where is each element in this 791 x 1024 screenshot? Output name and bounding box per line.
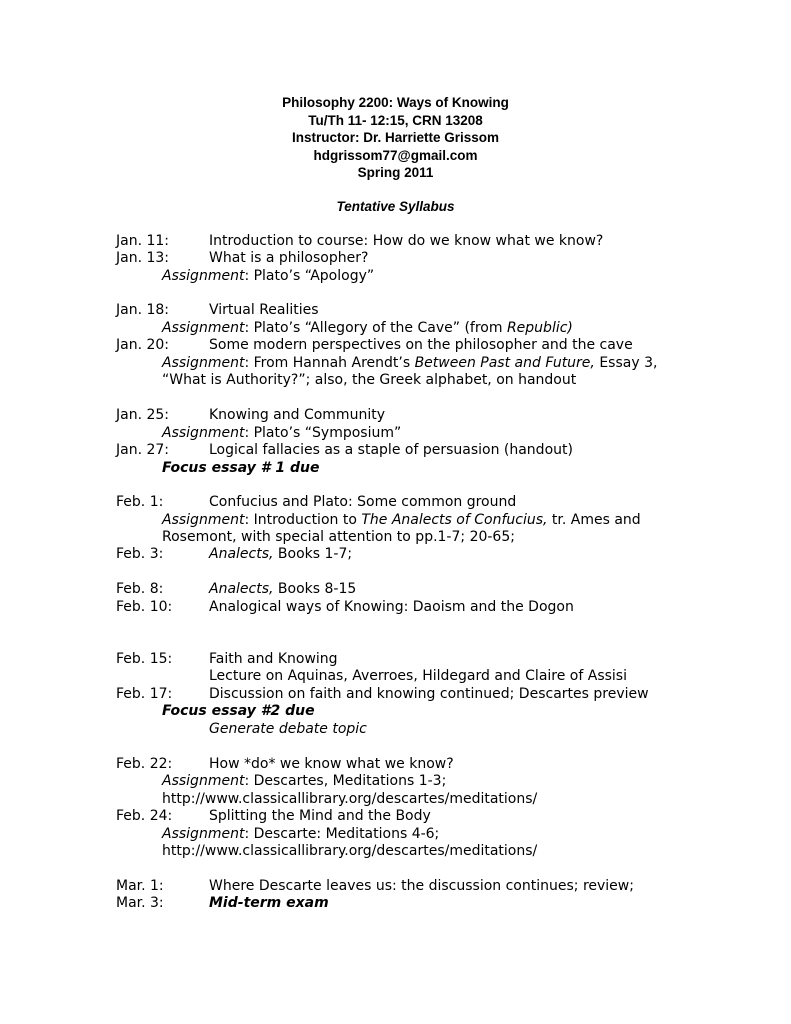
assignment-text: : Introduction to	[244, 512, 362, 528]
date-label: Feb. 22:	[116, 756, 173, 772]
date-label: Jan. 27:	[116, 442, 170, 458]
date-label: Mar. 3:	[116, 895, 164, 911]
topic: Some modern perspectives on the philosopher and the cave	[209, 337, 633, 353]
assignment-label: Assignment	[162, 826, 245, 842]
assignment-text: : Descarte: Meditations 4-6;	[244, 826, 440, 842]
assignment-label: Assignment	[162, 355, 245, 371]
topic: Logical fallacies as a staple of persuasion (handout)	[209, 442, 573, 458]
topic: Virtual Realities	[209, 302, 319, 318]
date-label: Jan. 18:	[116, 302, 170, 318]
assignment-text: : Plato’s “Symposium”	[244, 425, 402, 441]
topic: Discussion on faith and knowing continued; Descartes preview	[209, 686, 649, 702]
syllabus-subtitle: Tentative Syllabus	[336, 199, 455, 214]
date-label: Feb. 24:	[116, 808, 173, 824]
assignment-italic: The Analects of Confucius,	[361, 512, 548, 528]
reading-url: http://www.classicallibrary.org/descartes/meditations/	[162, 843, 538, 859]
date-label: Jan. 13:	[116, 250, 170, 266]
extra-note: Generate debate topic	[209, 721, 367, 737]
course-title: Philosophy 2200: Ways of Knowing	[282, 95, 509, 110]
assignment-label: Assignment	[162, 773, 245, 789]
date-label: Feb. 10:	[116, 599, 173, 615]
exam-notice: Mid-term exam	[209, 895, 329, 911]
date-label: Feb. 8:	[116, 581, 164, 597]
topic: What is a philosopher?	[209, 250, 369, 266]
topic-italic: Analects,	[209, 581, 274, 597]
assignment-continuation: Rosemont, with special attention to pp.1-7; 20-65;	[162, 529, 515, 545]
assignment-label: Assignment	[162, 512, 245, 528]
topic: Analogical ways of Knowing: Daoism and the Dogon	[209, 599, 574, 615]
topic: How *do* we know what we know?	[209, 756, 454, 772]
date-label: Mar. 1:	[116, 878, 164, 894]
assignment-text: : Descartes, Meditations 1-3;	[244, 773, 447, 789]
date-label: Feb. 17:	[116, 686, 173, 702]
topic: Confucius and Plato: Some common ground	[209, 494, 517, 510]
topic: Introduction to course: How do we know what we know?	[209, 233, 604, 249]
assignment-text-2: Essay 3,	[594, 355, 658, 371]
topic: Faith and Knowing	[209, 651, 338, 667]
course-schedule: Tu/Th 11- 12:15, CRN 13208	[308, 112, 483, 128]
date-label: Jan. 25:	[116, 407, 170, 423]
due-notice: Focus essay # 1 due	[162, 460, 320, 476]
assignment-italic: Republic)	[506, 320, 573, 336]
topic: Where Descarte leaves us: the discussion continues; review;	[209, 878, 634, 894]
assignment-label: Assignment	[162, 425, 245, 441]
term: Spring 2011	[357, 165, 434, 180]
topic: Books 8-15	[273, 581, 357, 597]
instructor-email: hdgrissom77@gmail.com	[313, 147, 478, 163]
assignment-italic: Between Past and Future,	[414, 355, 595, 371]
date-label: Feb. 3:	[116, 546, 164, 562]
assignment-text: : From Hannah Arendt’s	[244, 355, 415, 371]
date-label: Jan. 11:	[116, 233, 170, 249]
reading-url: http://www.classicallibrary.org/descartes/meditations/	[162, 791, 538, 807]
assignment-continuation: “What is Authority?”; also, the Greek alphabet, on handout	[162, 372, 577, 388]
assignment-text-2: tr. Ames and	[547, 512, 641, 528]
topic: Knowing and Community	[209, 407, 385, 423]
topic-italic: Analects,	[209, 546, 274, 562]
topic: Books 1-7;	[273, 546, 353, 562]
assignment-text: : Plato’s “Allegory of the Cave” (from	[244, 320, 507, 336]
topic-continuation: Lecture on Aquinas, Averroes, Hildegard and Claire of Assisi	[209, 668, 627, 684]
syllabus-header	[0, 94, 791, 182]
assignment-label: Assignment	[162, 268, 245, 284]
instructor-name: Instructor: Dr. Harriette Grissom	[291, 130, 500, 145]
assignment-text: : Plato’s “Apology”	[244, 268, 375, 284]
date-label: Feb. 1:	[116, 494, 164, 510]
due-notice: Focus essay #2 due	[162, 703, 315, 719]
date-label: Jan. 20:	[116, 337, 170, 353]
assignment-label: Assignment	[162, 320, 245, 336]
topic: Splitting the Mind and the Body	[209, 808, 431, 824]
date-label: Feb. 15:	[116, 651, 173, 667]
